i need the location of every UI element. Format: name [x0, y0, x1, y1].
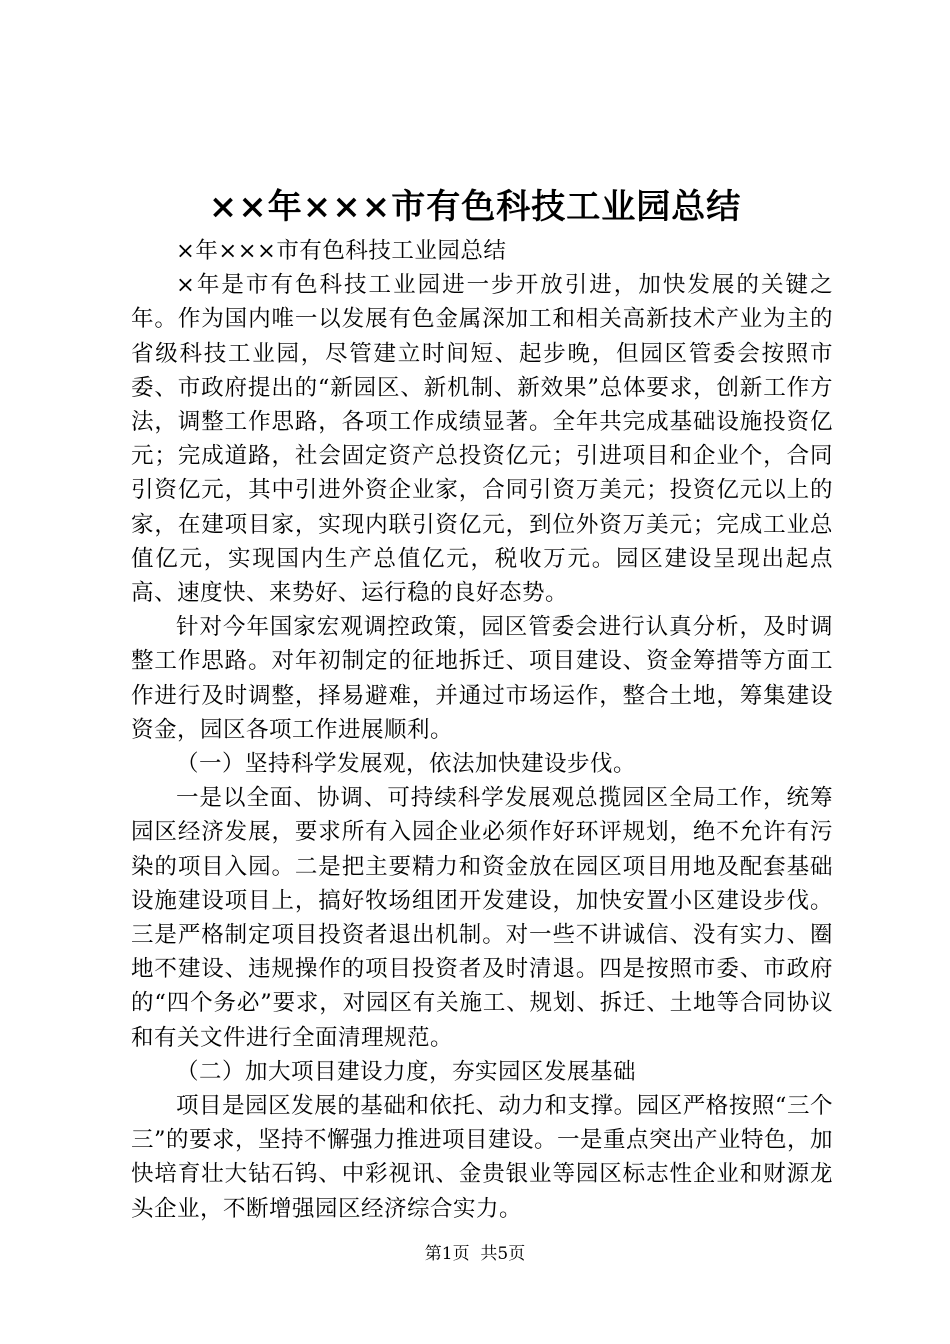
paragraph-intro: ×年是市有色科技工业园进一步开放引进，加快发展的关键之年。作为国内唯一以发展有色金属深加工和相关高新技术产业为主的省级科技工业园，尽管建立时间短、起步晚，但园区管委会按照市委、市政府提出的“新园区、新机制、新效果”总体要求，创新工作方法，调整工作思路，各项工作成绩显著。全年共完成基础设施投资亿元；完成道路，社会固定资产总投资亿元；引进项目和企业个，合同引资亿元，其中引进外资企业家，合同引资万美元；投资亿元以上的家，在建项目家，实现内联引资亿元，到位外资万美元；完成工业总值亿元，实现国内生产总值亿元，税收万元。园区建设呈现出起点高、速度快、来势好、运行稳的良好态势。 — [131, 272, 833, 607]
page-number: 第1页 — [424, 1244, 470, 1264]
page-footer — [0, 1243, 950, 1265]
document-title: ××年×××市有色科技工业园总结 — [208, 187, 742, 227]
section-heading-2: （二）加大项目建设力度，夯实园区发展基础 — [176, 1058, 637, 1085]
paragraph-subtitle: ×年×××市有色科技工业园总结 — [176, 238, 507, 264]
section-heading-1: （一）坚持科学发展观，依法加快建设步伐。 — [176, 751, 637, 778]
paragraph-section-2: 项目是园区发展的基础和依托、动力和支撑。园区严格按照“三个三”的要求，坚持不懈强力推进项目建设。一是重点突出产业特色，加快培育壮大钻石钨、中彩视讯、金贵银业等园区标志性企业和财源龙头企业，不断增强园区经济综合实力。 — [131, 1093, 834, 1222]
paragraph-section-1: 一是以全面、协调、可持续科学发展观总揽园区全局工作，统筹园区经济发展，要求所有入园企业必须作好环评规划，绝不允许有污染的项目入园。二是把主要精力和资金放在园区项目用地及配套基础设施建设项目上，搞好牧场组团开发建设，加快安置小区建设步伐。三是严格制定项目投资者退出机制。对一些不讲诚信、没有实力、圈地不建设、违规操作的项目投资者及时清退。四是按照市委、市政府的“四个务必”要求，对园区有关施工、规划、拆迁、土地等合同协议和有关文件进行全面清理规范。 — [131, 785, 833, 1051]
paragraph-policy: 针对今年国家宏观调控政策，园区管委会进行认真分析，及时调整工作思路。对年初制定的征地拆迁、项目建设、资金筹措等方面工作进行及时调整，择易避难，并通过市场运作，整合土地，筹集建设资金，园区各项工作进展顺利。 — [131, 614, 833, 743]
document-body — [131, 234, 833, 1226]
page-total: 共5页 — [480, 1244, 526, 1264]
